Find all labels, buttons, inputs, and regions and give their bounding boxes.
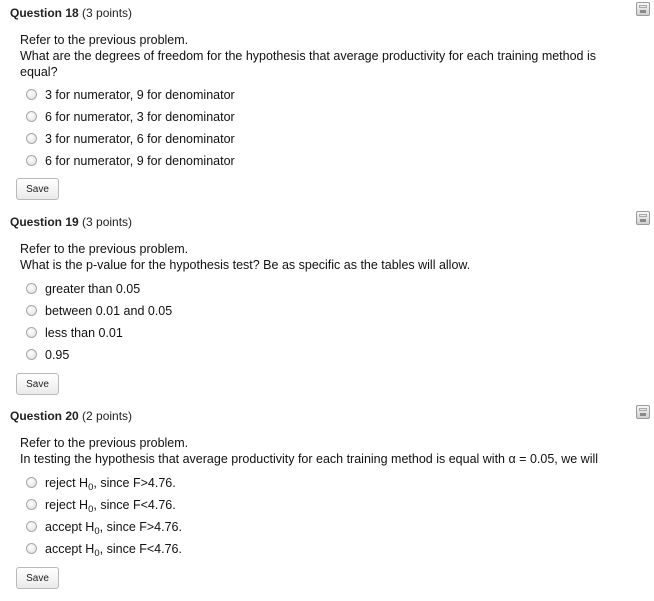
question-text (20, 241, 640, 273)
option-label-post: , since F>4.76. (99, 520, 182, 534)
radio-button[interactable] (26, 111, 37, 122)
radio-button[interactable] (26, 477, 37, 488)
radio-button[interactable] (26, 349, 37, 360)
question-header (10, 215, 132, 229)
question-number: Question 19 (10, 215, 79, 229)
radio-button[interactable] (26, 521, 37, 532)
radio-button[interactable] (26, 133, 37, 144)
subscript: 0 (88, 482, 94, 493)
option-label (45, 538, 182, 562)
question-text-line: Refer to the previous problem. (20, 242, 189, 256)
floppy-save-icon[interactable] (636, 405, 650, 419)
option-label-pre: accept H (45, 520, 95, 534)
question-text-line: In testing the hypothesis that average productivity for each training method is equal with α = 0.05, we will (20, 452, 599, 466)
option-label-post: , since F>4.76. (93, 476, 176, 490)
option-label: between 0.01 and 0.05 (45, 304, 173, 318)
radio-button[interactable] (26, 543, 37, 554)
radio-button[interactable] (26, 305, 37, 316)
option-label (45, 516, 182, 540)
subscript: 0 (94, 526, 100, 537)
radio-button[interactable] (26, 327, 37, 338)
option-label: 6 for numerator, 9 for denominator (45, 154, 235, 168)
option-label: greater than 0.05 (45, 282, 141, 296)
question-text-line: Refer to the previous problem. (20, 436, 189, 450)
save-button[interactable]: Save (16, 373, 59, 395)
floppy-save-icon[interactable] (636, 211, 650, 225)
option-label-post: , since F<4.76. (99, 542, 182, 556)
question-text-line: equal? (20, 65, 58, 79)
question-points: (3 points) (82, 6, 133, 20)
question-text-line: What are the degrees of freedom for the hypothesis that average productivity for each training method is (20, 49, 597, 63)
question-number: Question 20 (10, 409, 79, 423)
subscript: 0 (88, 504, 94, 515)
question-number: Question 18 (10, 6, 79, 20)
subscript: 0 (94, 548, 100, 559)
question-points: (3 points) (82, 215, 133, 229)
floppy-save-icon[interactable] (636, 2, 650, 16)
option-label: 0.95 (45, 348, 70, 362)
radio-button[interactable] (26, 155, 37, 166)
radio-button[interactable] (26, 283, 37, 294)
option-label: less than 0.01 (45, 326, 123, 340)
question-text-line: What is the p-value for the hypothesis test? Be as specific as the tables will allow. (20, 258, 471, 272)
option-label (45, 472, 176, 496)
save-button[interactable]: Save (16, 178, 59, 200)
option-label-pre: reject H (45, 476, 89, 490)
question-header (10, 409, 132, 423)
option-label-post: , since F<4.76. (93, 498, 176, 512)
option-label (45, 494, 176, 518)
question-points: (2 points) (82, 409, 133, 423)
question-text (20, 32, 640, 80)
option-label: 3 for numerator, 9 for denominator (45, 88, 235, 102)
option-label: 3 for numerator, 6 for denominator (45, 132, 235, 146)
save-button[interactable]: Save (16, 567, 59, 589)
option-label-pre: accept H (45, 542, 95, 556)
question-header (10, 6, 132, 20)
radio-button[interactable] (26, 89, 37, 100)
option-label: 6 for numerator, 3 for denominator (45, 110, 235, 124)
question-text-line: Refer to the previous problem. (20, 33, 189, 47)
question-text (20, 435, 640, 467)
option-label-pre: reject H (45, 498, 89, 512)
radio-button[interactable] (26, 499, 37, 510)
